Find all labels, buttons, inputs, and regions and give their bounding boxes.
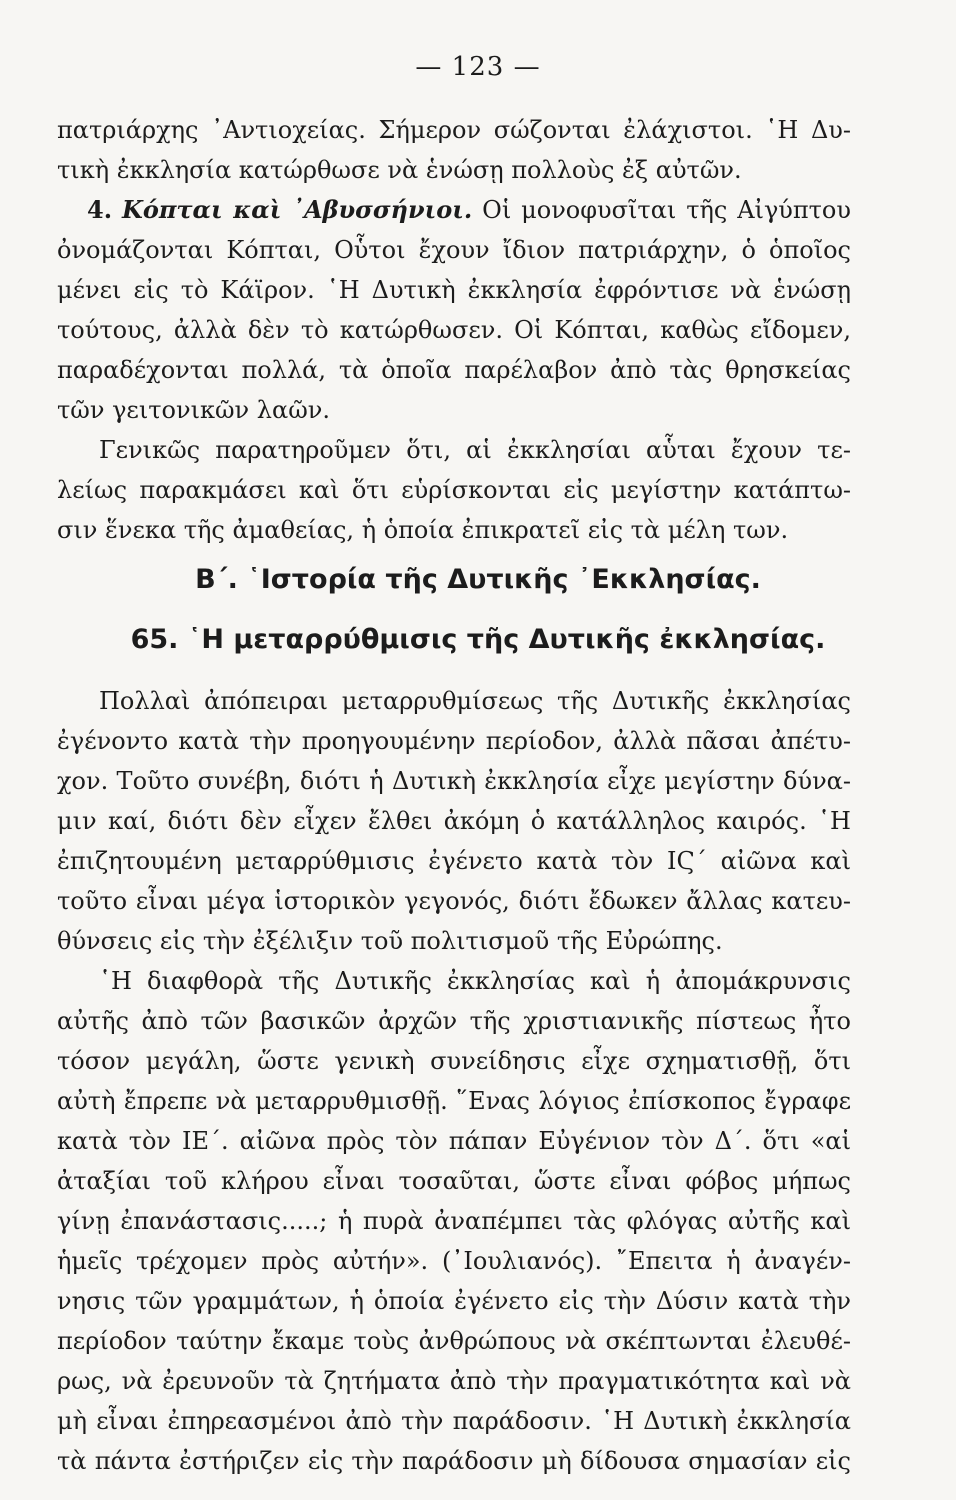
text-line: λείως παρακμάσει καὶ ὅτι εὑρίσκονται εἰς μεγίστην κατάπτω-: [57, 476, 851, 504]
text-line: Γενικῶς παρατηροῦμεν ὅτι, αἱ ἐκκλησίαι αὗται ἔχουν τε-: [99, 436, 851, 464]
text-line: ἐγένοντο κατὰ τὴν προηγουμένην περίοδον, ἀλλὰ πᾶσαι ἀπέτυ-: [57, 727, 851, 755]
text-line: ἡμεῖς τρέχομεν πρὸς αὐτήν». (᾿Ιουλιανός). ῎Επειτα ἡ ἀναγέν-: [57, 1247, 851, 1275]
text-line: ὀνομάζονται Κόπται, Οὗτοι ἔχουν ἴδιον πατριάρχην, ὁ ὁποῖος: [57, 236, 851, 264]
text-line: μὴ εἶναι ἐπηρεασμένοι ἀπὸ τὴν παράδοσιν. ῾Η Δυτικὴ ἐκκλησία: [57, 1407, 851, 1435]
item-4-line: [57, 190, 851, 230]
text-line: ἐπιζητουμένη μεταρρύθμισις ἐγένετο κατὰ τὸν ΙϚ΄ αἰῶνα καὶ: [57, 847, 851, 875]
text-line: τόσον μεγάλη, ὥστε γενικὴ συνείδησις εἶχε σχηματισθῇ, ὅτι: [57, 1047, 851, 1075]
text-line: τὰ πάντα ἐστήριζεν εἰς τὴν παράδοσιν μὴ δίδουσα σημασίαν εἰς: [57, 1447, 851, 1475]
text-line: μένει εἰς τὸ Κάϊρον. ῾Η Δυτικὴ ἐκκλησία ἐφρόντισε νὰ ἑνώσῃ: [57, 276, 851, 304]
text-line: ῾Η διαφθορὰ τῆς Δυτικῆς ἐκκλησίας καὶ ἡ ἀπομάκρυνσις: [99, 967, 851, 995]
text-line: μιν καί, διότι δὲν εἶχεν ἔλθει ἀκόμη ὁ κατάλληλος καιρός. ῾Η: [57, 807, 851, 835]
text-line: τούτους, ἀλλὰ δὲν τὸ κατώρθωσεν. Οἱ Κόπται, καθὼς εἴδομεν,: [57, 316, 851, 344]
text-line: νησις τῶν γραμμάτων, ἡ ὁποία ἐγένετο εἰς τὴν Δύσιν κατὰ τὴν: [57, 1287, 851, 1315]
section-a-text: [57, 110, 851, 550]
section-b-text: [57, 681, 851, 1481]
page-number: — 123 —: [415, 52, 541, 82]
text-line: χον. Τοῦτο συνέβη, διότι ἡ Δυτικὴ ἐκκλησία εἶχε μεγίστην δύνα-: [57, 767, 851, 795]
item-4-text: Οἱ μονοφυσῖται τῆς Αἰγύπτου: [482, 196, 851, 224]
item-4-number: 4.: [87, 195, 113, 224]
text-line: περίοδον ταύτην ἔκαμε τοὺς ἀνθρώπους νὰ σκέπτωνται ἐλευθέ-: [57, 1327, 851, 1355]
text-line: παραδέχονται πολλά, τὰ ὁποῖα παρέλαβον ἀπὸ τὰς θρησκείας: [57, 356, 851, 384]
text-line: γίνῃ ἐπανάστασις.....; ἡ πυρὰ ἀναπέμπει τὰς φλόγας αὐτῆς καὶ: [57, 1207, 851, 1235]
text-line: κατὰ τὸν ΙΕ΄. αἰῶνα πρὸς τὸν πάπαν Εὐγένιον τὸν Δ΄. ὅτι «αἱ: [57, 1127, 851, 1155]
item-4-title: Κόπται καὶ ᾿Αβυσσήνιοι.: [121, 195, 473, 224]
text-line: πατριάρχης ᾿Αντιοχείας. Σήμερον σώζονται ἐλάχιστοι. ῾Η Δυ-: [57, 116, 851, 144]
text-line: Πολλαὶ ἀπόπειραι μεταρρυθμίσεως τῆς Δυτικῆς ἐκκλησίας: [99, 687, 851, 715]
part-heading: Β΄. ῾Ιστορία τῆς Δυτικῆς ᾿Εκκλησίας.: [195, 564, 761, 595]
text-line: τῶν γειτονικῶν λαῶν.: [57, 396, 330, 424]
text-line: αὐτὴ ἔπρεπε νὰ μεταρρυθμισθῇ. ῞Ενας λόγιος ἐπίσκοπος ἔγραφε: [57, 1087, 851, 1115]
text-line: αὐτῆς ἀπὸ τῶν βασικῶν ἀρχῶν τῆς χριστιανικῆς πίστεως ἦτο: [57, 1007, 851, 1035]
text-line: σιν ἕνεκα τῆς ἀμαθείας, ἡ ὁποία ἐπικρατεῖ εἰς τὰ μέλη των.: [57, 516, 789, 544]
text-line: τικὴ ἐκκλησία κατώρθωσε νὰ ἑνώσῃ πολλοὺς ἐξ αὐτῶν.: [57, 156, 742, 184]
text-line: ρως, νὰ ἐρευνοῦν τὰ ζητήματα ἀπὸ τὴν πραγματικότητα καὶ νὰ: [57, 1367, 851, 1395]
text-line: ἀταξίαι τοῦ κλήρου εἶναι τοσαῦται, ὥστε εἶναι φόβος μήπως: [57, 1167, 851, 1195]
chapter-heading: 65. ῾Η μεταρρύθμισις τῆς Δυτικῆς ἐκκλησίας.: [130, 624, 826, 655]
text-line: θύνσεις εἰς τὴν ἐξέλιξιν τοῦ πολιτισμοῦ τῆς Εὐρώπης.: [57, 927, 723, 955]
text-line: τοῦτο εἶναι μέγα ἱστορικὸν γεγονός, διότι ἔδωκεν ἄλλας κατευ-: [57, 887, 851, 915]
